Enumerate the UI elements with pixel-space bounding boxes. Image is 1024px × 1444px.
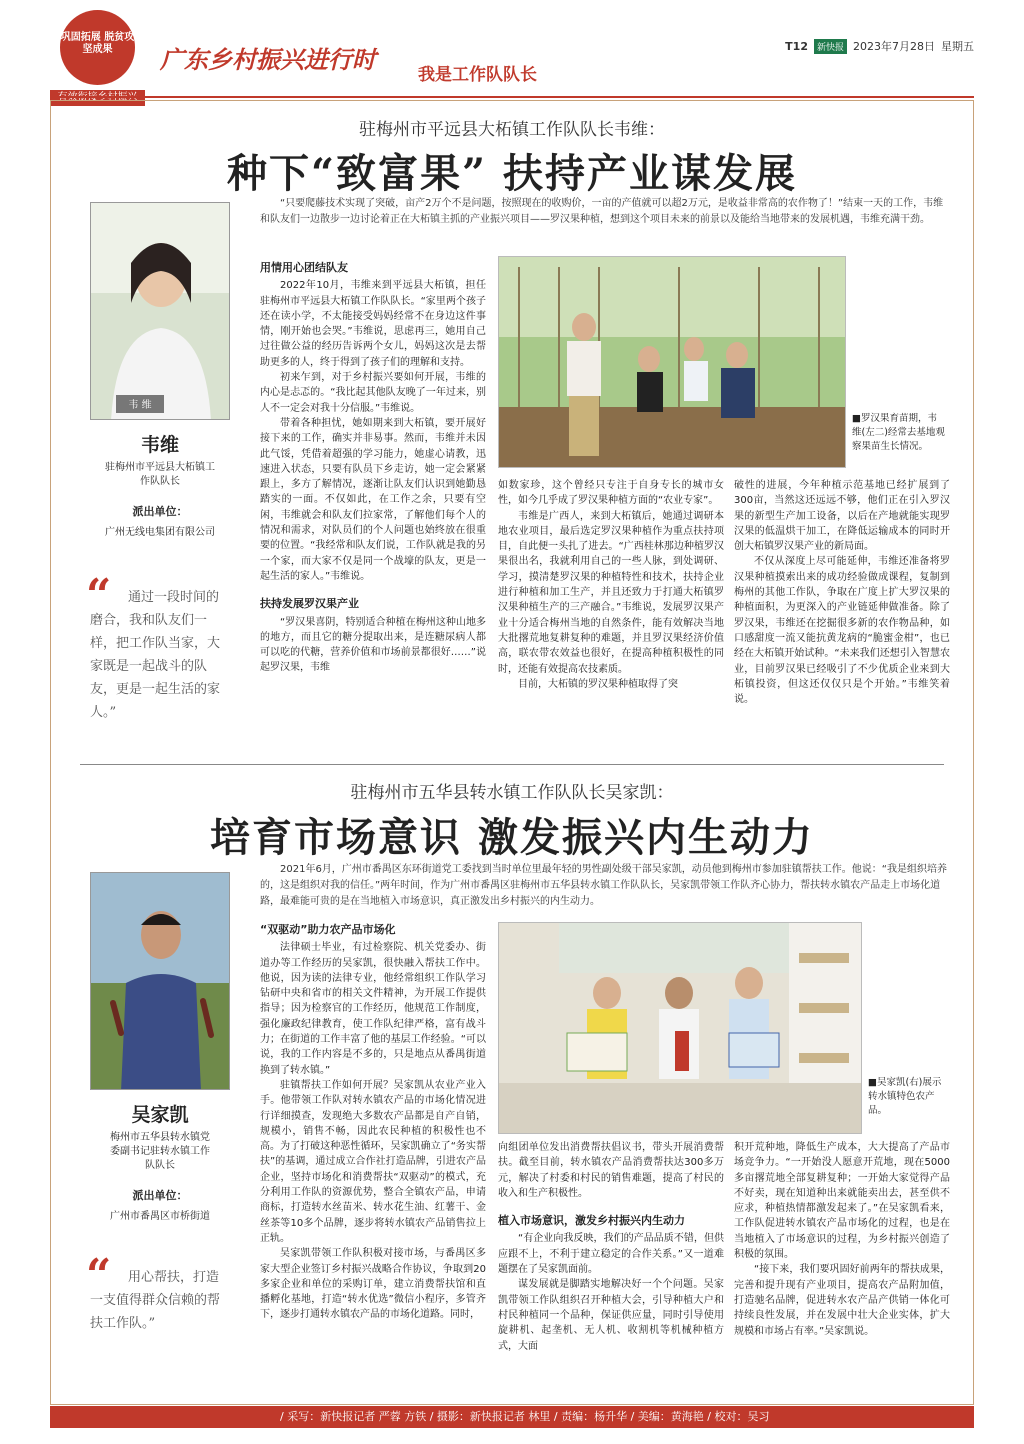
paragraph: 谋发展就是脚踏实地解决好一个个问题。吴家凯带领工作队组织召开种植大会，引导种植大户和村民种植同一个品种，保证供应量，同时引导使用旋耕机、起垄机、无人机、收割机等机械种植方式，大面 (498, 1279, 724, 1352)
page-number: T12 (785, 39, 808, 53)
paragraph: 破性的进展，今年种植示范基地已经扩展到了300亩，当然这还远远不够，他们正在引入罗汉果的新型生产加工设备，以后在产地就能实现罗汉果的低温烘干加工，在降低运输成本的同时开创大柘镇罗汉果产业的新局面。 (734, 480, 950, 553)
newspaper-page (50, 0, 974, 1444)
portrait-weiwei (90, 202, 230, 420)
dispatch-label: 派出单位： (132, 505, 188, 518)
pull-quote: “ 用心帮扶，打造一支值得群众信赖的帮扶工作队。” (86, 1250, 221, 1331)
subhead: 植入市场意识，激发乡村振兴内生动力 (498, 1214, 685, 1228)
dispatch-label: 派出单位： (132, 1189, 188, 1202)
person-name: 吴家凯 (131, 1104, 189, 1126)
person-role: 驻梅州市平远县大柘镇工作队队长 (105, 462, 215, 487)
article1-headline: 种下“致富果” 扶持产业谋发展 (227, 150, 797, 197)
column-logo (50, 10, 145, 100)
subhead: 扶持发展罗汉果产业 (260, 597, 359, 611)
paragraph: 吴家凯带领工作队积极对接市场，与番禺区多家大型企业签订乡村振兴战略合作协议，争取到20多家企业和单位的采购订单，建立消费帮扶馆和直播孵化基地，打造“转水优选”微信小程序，多管齐下，逐步打通转水镇农产品的市场化道路。同时， (260, 1248, 486, 1321)
paragraph: “罗汉果喜阴，特别适合种植在梅州这种山地多的地方，而且它的糖分提取出来，是连糖尿病人都可以吃的代糖，营养价值和市场前景都很好……”说起罗汉果，韦维 (260, 616, 486, 674)
person-name: 韦维 (140, 434, 179, 456)
paragraph: 韦维是广西人，来到大柘镇后，她通过调研本地农业项目，最后选定罗汉果种植作为重点扶持项目，自此便一头扎了进去。“广西桂林那边种植罗汉果很出名，我就利用自己的一些人脉，到处调研、学习，摸清楚罗汉果的种植特性和技术，扶持企业进行种植和加工生产，并且还致力于打通大柘镇罗汉果种植生产的三产融合。”韦维说，发展罗汉果产业十分适合梅州当地的自然条件，能有效解决当地大批撂荒地复耕复种的难题，并且罗汉果经济价值高，联农带农效益也很好，在提高种植积极性的同时，还能有效提高农技素质。 (498, 510, 724, 675)
photo-products-display (498, 922, 862, 1134)
svg-text:韦 维: 韦 维 (128, 400, 152, 411)
header-rule (50, 96, 974, 98)
section-title: 我是工作队队长 (418, 65, 537, 85)
dispatch-unit: 广州无线电集团有限公司 (105, 527, 215, 538)
paragraph: 如数家珍，这个曾经只专注于自身专长的城市女性，如今几乎成了罗汉果种植方面的“农业专家”。 (498, 480, 724, 507)
article2-kicker: 驻梅州市五华县转水镇工作队队长吴家凯： (350, 783, 674, 803)
paragraph: 不仅从深度上尽可能延伸，韦维还准备将罗汉果种植摸索出来的成功经验做成课程，复制到梅州的其他工作队，争取在广度上扩大罗汉果的种植面积，为更深入的产业链延伸做准备。除了罗汉果，韦维还在挖掘很多新的农作物品种，如口感甜度一流又能抗黄龙病的“脆蜜金柑”，也已经在大柘镇开始试种。“未来我们还想引入智慧农业，目前罗汉果已经吸引了不少优质企业来到大柘镇投资，但这还仅仅只是个开始。”韦维笑着说。 (734, 556, 950, 706)
paragraph: “接下来，我们要巩固好前两年的帮扶成果，完善和提升现有产业项目，提高农产品附加值，打造驰名品牌，促进转水农产品产供销一体化可持续良性发展，并在发展中壮大企业实体，扩大规模和市场占有率。”吴家凯说。 (734, 1264, 950, 1337)
logo-circle: 巩固拓展 脱贫攻坚成果 (60, 10, 135, 85)
article2-lead: 2021年6月，广州市番禺区东环街道党工委找到当时单位里最年轻的男性副处级干部吴家凯，动员他到梅州市参加驻镇帮扶工作。他说：“我是组织培养的，这是组织对我的信任。”两年时间，作为广州市番禺区驻梅州市五华县转水镇工作队队长，吴家凯带领工作队齐心协力，帮扶转水镇农产品走上市场化道路，最难能可贵的是在当地植入市场意识，真正激发出乡村振兴的内生动力。 (260, 864, 947, 907)
subhead: 用情用心团结队友 (260, 261, 348, 274)
article2-column-1 (260, 920, 486, 1398)
quote-mark-icon: “ (86, 1250, 112, 1301)
paragraph: 积开荒种地，降低生产成本，大大提高了产品市场竞争力。“一开始没人愿意开荒地，现在5000多亩撂荒地全部复耕复种；一开始大家觉得产品不好卖，现在知道种出来就能卖出去，甚至供不应求，种植热情都激发起来了。”在吴家凯看来，工作队促进转水镇农产品市场化的过程，也是在当地植入了市场意识的过程，为乡村振兴创造了积极的氛围。 (734, 1142, 950, 1261)
quote-mark-icon: “ (86, 570, 112, 621)
paragraph: 法律硕士毕业，有过检察院、机关党委办、街道办等工作经历的吴家凯，很快融入帮扶工作中。他说，因为读的法律专业，他经常组织工作队学习钻研中央和省市的相关文件精神，为开展工作提供指导；因为检察官的工作经历，他规范工作制度，强化廉政纪律教育，使工作队纪律严格，富有战斗力；在街道的工作丰富了他的基层工作经验。“可以说，我的工作内容是不多的，只是地点从番禺街道换到了转水镇。” (260, 942, 486, 1076)
article1-column-1 (260, 258, 486, 754)
article2-column-2 (498, 1140, 724, 1398)
paragraph: “有企业向我反映，我们的产品品质不错，但供应跟不上，不利于建立稳定的合作关系。”又一道难题摆在了吴家凯面前。 (498, 1233, 724, 1276)
article1-column-3 (734, 478, 950, 754)
paragraph: 带着各种担忧，她如期来到大柘镇，要开展好接下来的工作，确实并非易事。然而，韦维并未因此气馁，凭借着超强的学习能力，她虚心请教，迅速进入状态，只要有队员下乡走访，她一定会紧紧跟上，多方了解情况，逐渐让队友们认识到她勤恳踏实的一面。不仅如此，在工作之余，只要有空闲，韦维就会和队友们拉家常，了解他们每个人的情况和需求，对队员们的个人问题也始终放在很重要的位置。“我经常和队友们说，工作队就是我的另一个家，而大家不仅是同一个战壕的队友，更是一起生活的家人。”韦维说。 (260, 417, 486, 582)
article1-profile (86, 202, 230, 724)
article2-headline: 培育市场意识 激发振兴内生动力 (210, 814, 814, 861)
paragraph: 初来乍到，对于乡村振兴要如何开展，韦维的内心是忐忑的。“我比起其他队友晚了一年过来，别人不一定会对我十分信服。”韦维说。 (260, 372, 486, 414)
subhead: “双驱动”助力农产品市场化 (260, 923, 396, 936)
page-info (785, 38, 974, 54)
article2-profile (86, 872, 230, 1335)
paragraph: 目前，大柘镇的罗汉果种植取得了突 (518, 678, 678, 690)
paragraph: 驻镇帮扶工作如何开展？吴家凯从农业产业入手。他带领工作队对转水镇农产品的市场化情况进行详细摸查，发现绝大多数农产品都是自产自销，规模小，销售不畅，因此农民种植的积极性也不高。为了打破这种恶性循环，吴家凯确立了“务实帮扶”的基调，通过成立合作社打造品牌，引进农产品企业，坚持市场化和消费帮扶“双驱动”的模式，充分利用工作队的资源优势，整合全镇农产品，申请商标，打造转水丝苗米、转水花生油、红薯干、金丝茶等10多个品牌，逐步将转水镇农产品销售拉上正轨。 (260, 1079, 486, 1244)
issue-weekday: 星期五 (941, 40, 974, 53)
photo2-caption: ■吴家凯(右)展示转水镇特色农产品。 (868, 1077, 942, 1116)
article1-lead: “只要爬藤技术实现了突破，亩产2万个不是问题，按照现在的收购价，一亩的产值就可以超2万元，是收益非常高的农作物了！”结束一天的工作，韦维和队友们一边散步一边讨论着正在大柘镇主抓的产业振兴项目——罗汉果种植，想到这个项目未来的前景以及能给当地带来的发展机遇，韦维充满干劲。 (260, 198, 944, 225)
dispatch-unit: 广州市番禺区市桥街道 (110, 1211, 210, 1222)
paragraph: 向组团单位发出消费帮扶倡议书，带头开展消费帮扶。截至目前，转水镇农产品消费帮扶达300多万元，解决了村委和村民的销售难题，提高了村民的收入和生产积极性。 (498, 1142, 724, 1199)
column-brush-title: 广东乡村振兴进行时 (160, 45, 376, 74)
issue-date: 2023年7月28日 (853, 40, 935, 53)
article1-column-2 (498, 478, 724, 754)
paragraph: 2022年10月，韦维来到平远县大柘镇，担任驻梅州市平远县大柘镇工作队队长。“家里两个孩子还在读小学，不太能接受妈妈经常不在身边这件事情，刚开始也会哭。”韦维说，思虑再三，她用自己过往做公益的经历告诉两个女儿，妈妈这次是去帮助更多的人，终于得到了孩子们的理解和支持。 (260, 280, 486, 368)
portrait-wujiakai (90, 872, 230, 1090)
photo-luohanguo-field (498, 256, 846, 468)
person-role: 梅州市五华县转水镇党委副书记驻转水镇工作队队长 (110, 1132, 210, 1171)
article1-kicker: 驻梅州市平远县大柘镇工作队队长韦维： (359, 120, 665, 140)
article2-column-3 (734, 1140, 950, 1398)
article-divider (80, 764, 944, 765)
paper-tag: 新快报 (814, 39, 847, 54)
photo1-caption: ■罗汉果育苗期，韦维(左二)经常去基地观察果苗生长情况。 (852, 413, 945, 452)
credits-bar: / 采写：新快报记者 严蓉 方铁 / 摄影：新快报记者 林里 / 责编：杨升华 / 美编：黄海艳 / 校对：吴习 (50, 1406, 974, 1428)
pull-quote: “ 通过一段时间的磨合，我和队友们一样，把工作队当家，大家既是一起战斗的队友，更是一起生活的家人。” (86, 570, 221, 720)
